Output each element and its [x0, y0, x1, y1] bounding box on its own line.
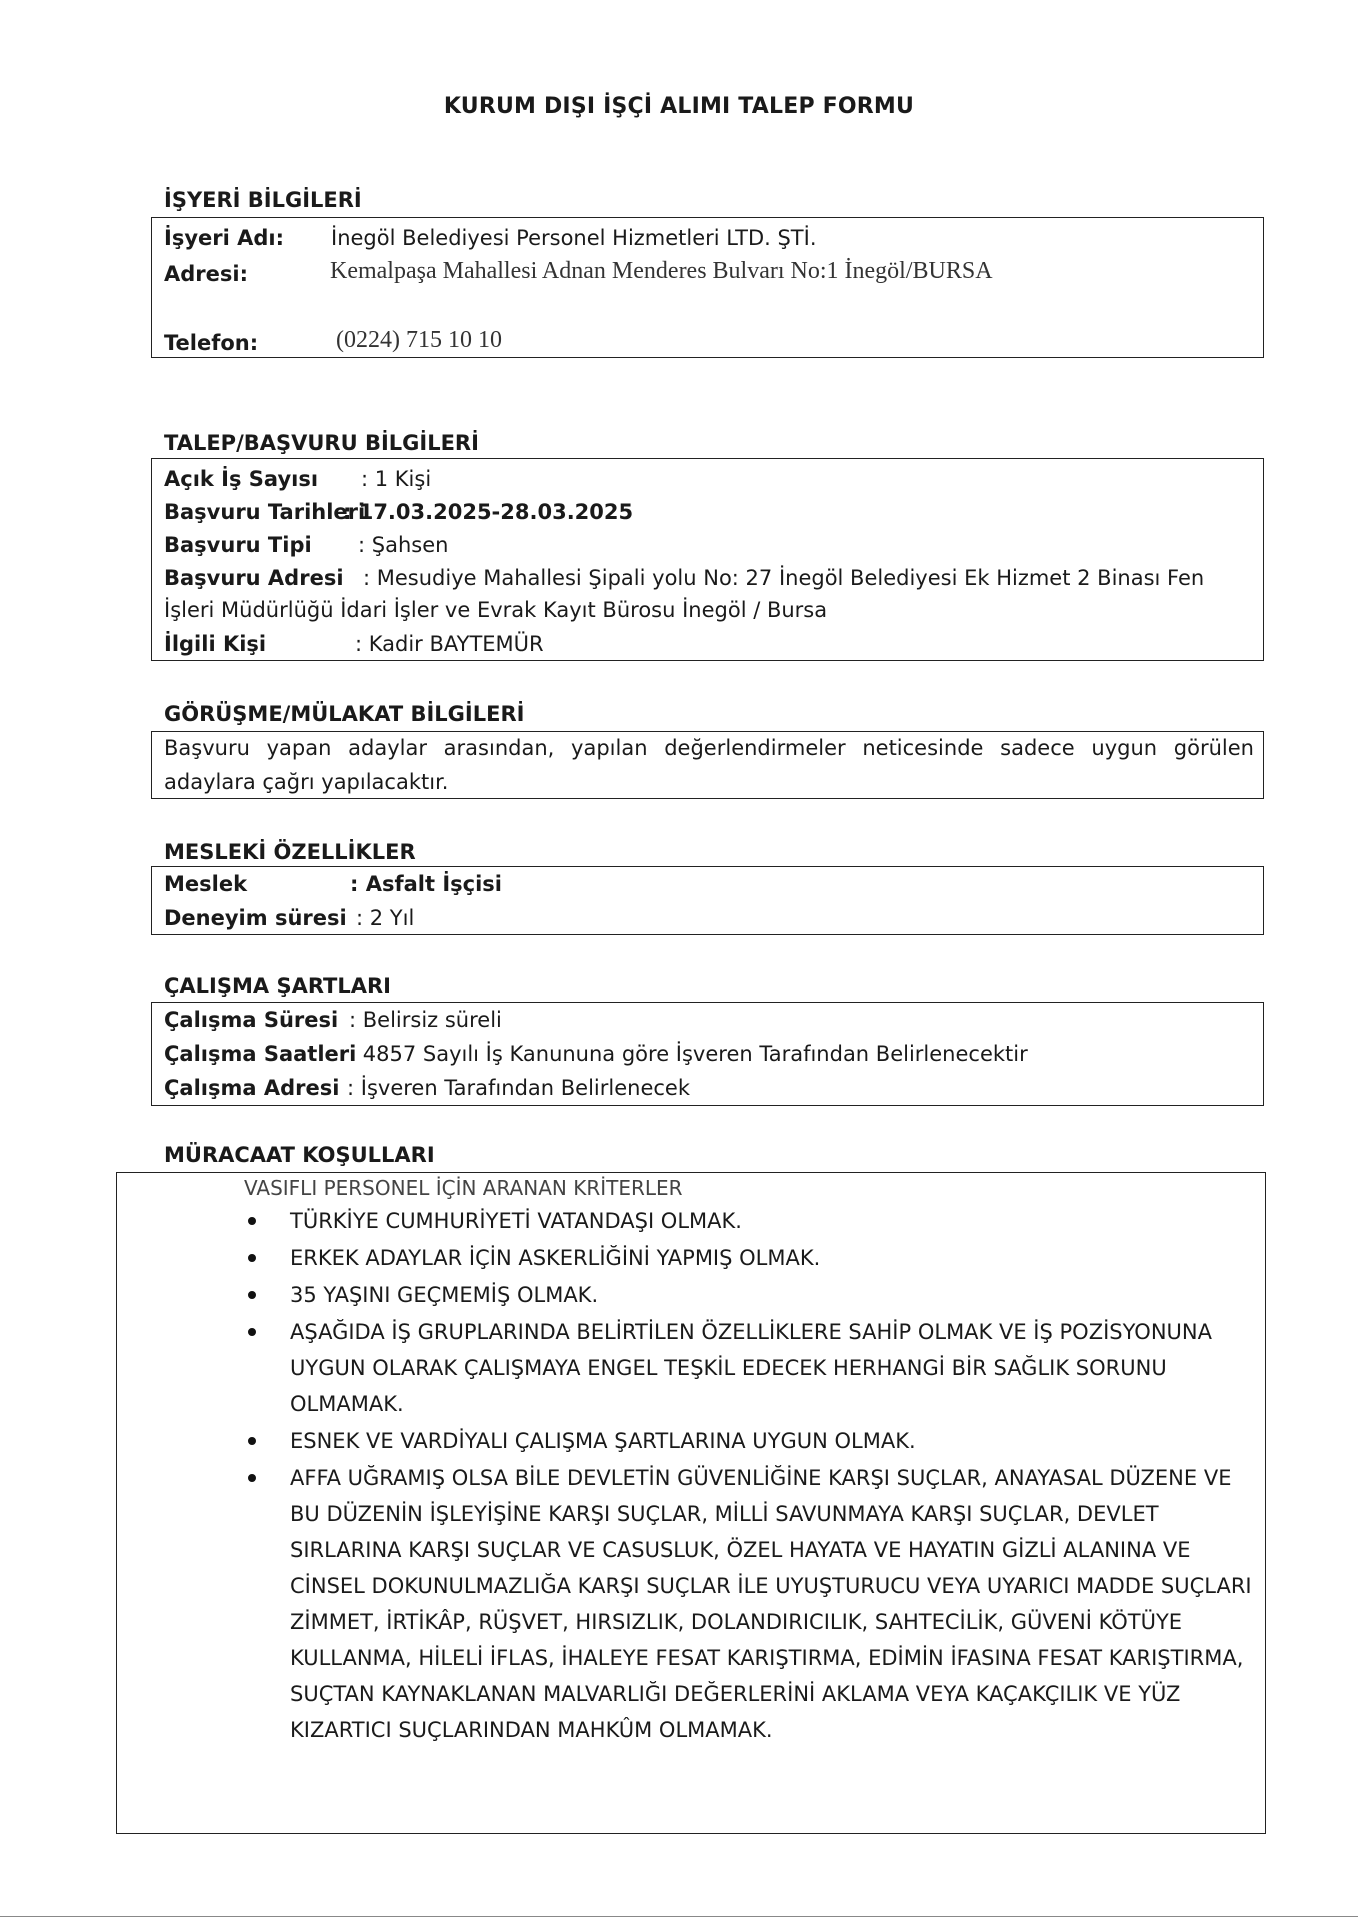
calisma-adres-label: Çalışma Adresi	[164, 1076, 340, 1100]
page-bottom-edge	[0, 1916, 1358, 1917]
calisma-adres-value: : İşveren Tarafından Belirlenecek	[347, 1076, 690, 1100]
section-heading-gorusme: GÖRÜŞME/MÜLAKAT BİLGİLERİ	[164, 702, 525, 726]
gorusme-text-1: Başvuru yapan adaylar arasından, yapılan değerlendirmeler neticesinde sadece uygun görülen	[164, 736, 1254, 760]
talep-adres-value-1: : Mesudiye Mahallesi Şipali yolu No: 27 İnegöl Belediyesi Ek Hizmet 2 Binası Fen	[363, 566, 1205, 590]
talep-tip-label: Başvuru Tipi	[164, 533, 312, 557]
talep-tarih-label: Başvuru Tarihleri	[164, 500, 366, 524]
talep-acik-value: : 1 Kişi	[361, 467, 432, 491]
isyeri-ad-value: İnegöl Belediyesi Personel Hizmetleri LTD. ŞTİ.	[331, 226, 817, 250]
section-heading-calisma: ÇALIŞMA ŞARTLARI	[164, 974, 391, 998]
criteria-list	[244, 1203, 1254, 1749]
meslek-value: : Asfalt İşçisi	[350, 872, 502, 896]
criteria-item	[244, 1277, 1254, 1313]
talep-kisi-label: İlgili Kişi	[164, 632, 267, 656]
deneyim-value: : 2 Yıl	[356, 906, 415, 930]
bullet-icon	[248, 1291, 256, 1299]
section-heading-isyeri: İŞYERİ BİLGİLERİ	[164, 188, 362, 212]
bullet-icon	[248, 1254, 256, 1262]
criteria-item	[244, 1314, 1254, 1422]
gorusme-text-2: adaylara çağrı yapılacaktır.	[164, 770, 449, 794]
criteria-item	[244, 1203, 1254, 1239]
criteria-text: AFFA UĞRAMIŞ OLSA BİLE DEVLETİN GÜVENLİĞİNE KARŞI SUÇLAR, ANAYASAL DÜZENE VE BU DÜZENİN İŞLEYİŞİNE KARŞI SUÇLAR, MİLLİ SAVUNMAYA KARŞI SUÇLAR, DEVLET SIRLARINA KARŞI SUÇLAR VE CASUSLUK, ÖZEL HAYATA VE HAYATIN GİZLİ ALANINA VE CİNSEL DOKUNULMAZLIĞA KARŞI SUÇLAR İLE UYUŞTURUCU VEYA UYARICI MADDE SUÇLARI ZİMMET, İRTİKÂP, RÜŞVET, HIRSIZLIK, DOLANDIRICILIK, SAHTECİLİK, GÜVENİ KÖTÜYE KULLANMA, HİLELİ İFLAS, İHALEYE FESAT KARIŞTIRMA, EDİMİN İFASINA FESAT KARIŞTIRMA, SUÇTAN KAYNAKLANAN MALVARLIĞI DEĞERLERİNİ AKLAMA VEYA KAÇAKÇILIK VE YÜZ KIZARTICI SUÇLARINDAN MAHKÛM OLMAMAK.	[290, 1466, 1252, 1742]
bullet-icon	[248, 1437, 256, 1445]
calisma-saat-value: : 4857 Sayılı İş Kanununa göre İşveren Tarafından Belirlenecektir	[349, 1042, 1028, 1066]
section-heading-meslek: MESLEKİ ÖZELLİKLER	[164, 840, 416, 864]
talep-adres-label: Başvuru Adresi	[164, 566, 344, 590]
criteria-text: ESNEK VE VARDİYALI ÇALIŞMA ŞARTLARINA UYGUN OLMAK.	[290, 1429, 916, 1453]
isyeri-telefon-value: (0224) 715 10 10	[336, 327, 502, 353]
talep-kisi-value: : Kadir BAYTEMÜR	[355, 632, 544, 656]
isyeri-adres-label: Adresi:	[164, 262, 248, 286]
isyeri-telefon-label: Telefon:	[164, 331, 259, 355]
talep-acik-label: Açık İş Sayısı	[164, 467, 319, 491]
calisma-sure-label: Çalışma Süresi	[164, 1008, 339, 1032]
criteria-item	[244, 1240, 1254, 1276]
talep-tip-value: : Şahsen	[358, 533, 449, 557]
isyeri-adres-value: Kemalpaşa Mahallesi Adnan Menderes Bulvarı No:1 İnegöl/BURSA	[330, 258, 993, 284]
deneyim-label: Deneyim süresi	[164, 906, 347, 930]
talep-adres-value-2: İşleri Müdürlüğü İdari İşler ve Evrak Kayıt Bürosu İnegöl / Bursa	[164, 598, 828, 622]
section-heading-talep: TALEP/BAŞVURU BİLGİLERİ	[164, 431, 479, 455]
isyeri-ad-label: İşyeri Adı:	[164, 226, 284, 250]
bullet-icon	[248, 1474, 256, 1482]
bullet-icon	[248, 1217, 256, 1225]
criteria-item	[244, 1460, 1254, 1748]
criteria-text: TÜRKİYE CUMHURİYETİ VATANDAŞI OLMAK.	[290, 1209, 742, 1233]
page-title: KURUM DIŞI İŞÇİ ALIMI TALEP FORMU	[443, 94, 915, 119]
section-heading-muracaat: MÜRACAAT KOŞULLARI	[164, 1143, 435, 1167]
criteria-text: AŞAĞIDA İŞ GRUPLARINDA BELİRTİLEN ÖZELLİKLERE SAHİP OLMAK VE İŞ POZİSYONUNA UYGUN OLARAK ÇALIŞMAYA ENGEL TEŞKİL EDECEK HERHANGİ BİR SAĞLIK SORUNU OLMAMAK.	[290, 1320, 1212, 1416]
calisma-saat-label: Çalışma Saatleri	[164, 1042, 357, 1066]
criteria-text: ERKEK ADAYLAR İÇİN ASKERLİĞİNİ YAPMIŞ OLMAK.	[290, 1246, 821, 1270]
bullet-icon	[248, 1328, 256, 1336]
criteria-item	[244, 1423, 1254, 1459]
calisma-sure-value: : Belirsiz süreli	[349, 1008, 502, 1032]
talep-tarih-value: : 17.03.2025-28.03.2025	[343, 500, 634, 524]
muracaat-subheading: VASIFLI PERSONEL İÇİN ARANAN KRİTERLER	[244, 1176, 683, 1200]
meslek-label: Meslek	[164, 872, 248, 896]
criteria-text: 35 YAŞINI GEÇMEMİŞ OLMAK.	[290, 1283, 599, 1307]
